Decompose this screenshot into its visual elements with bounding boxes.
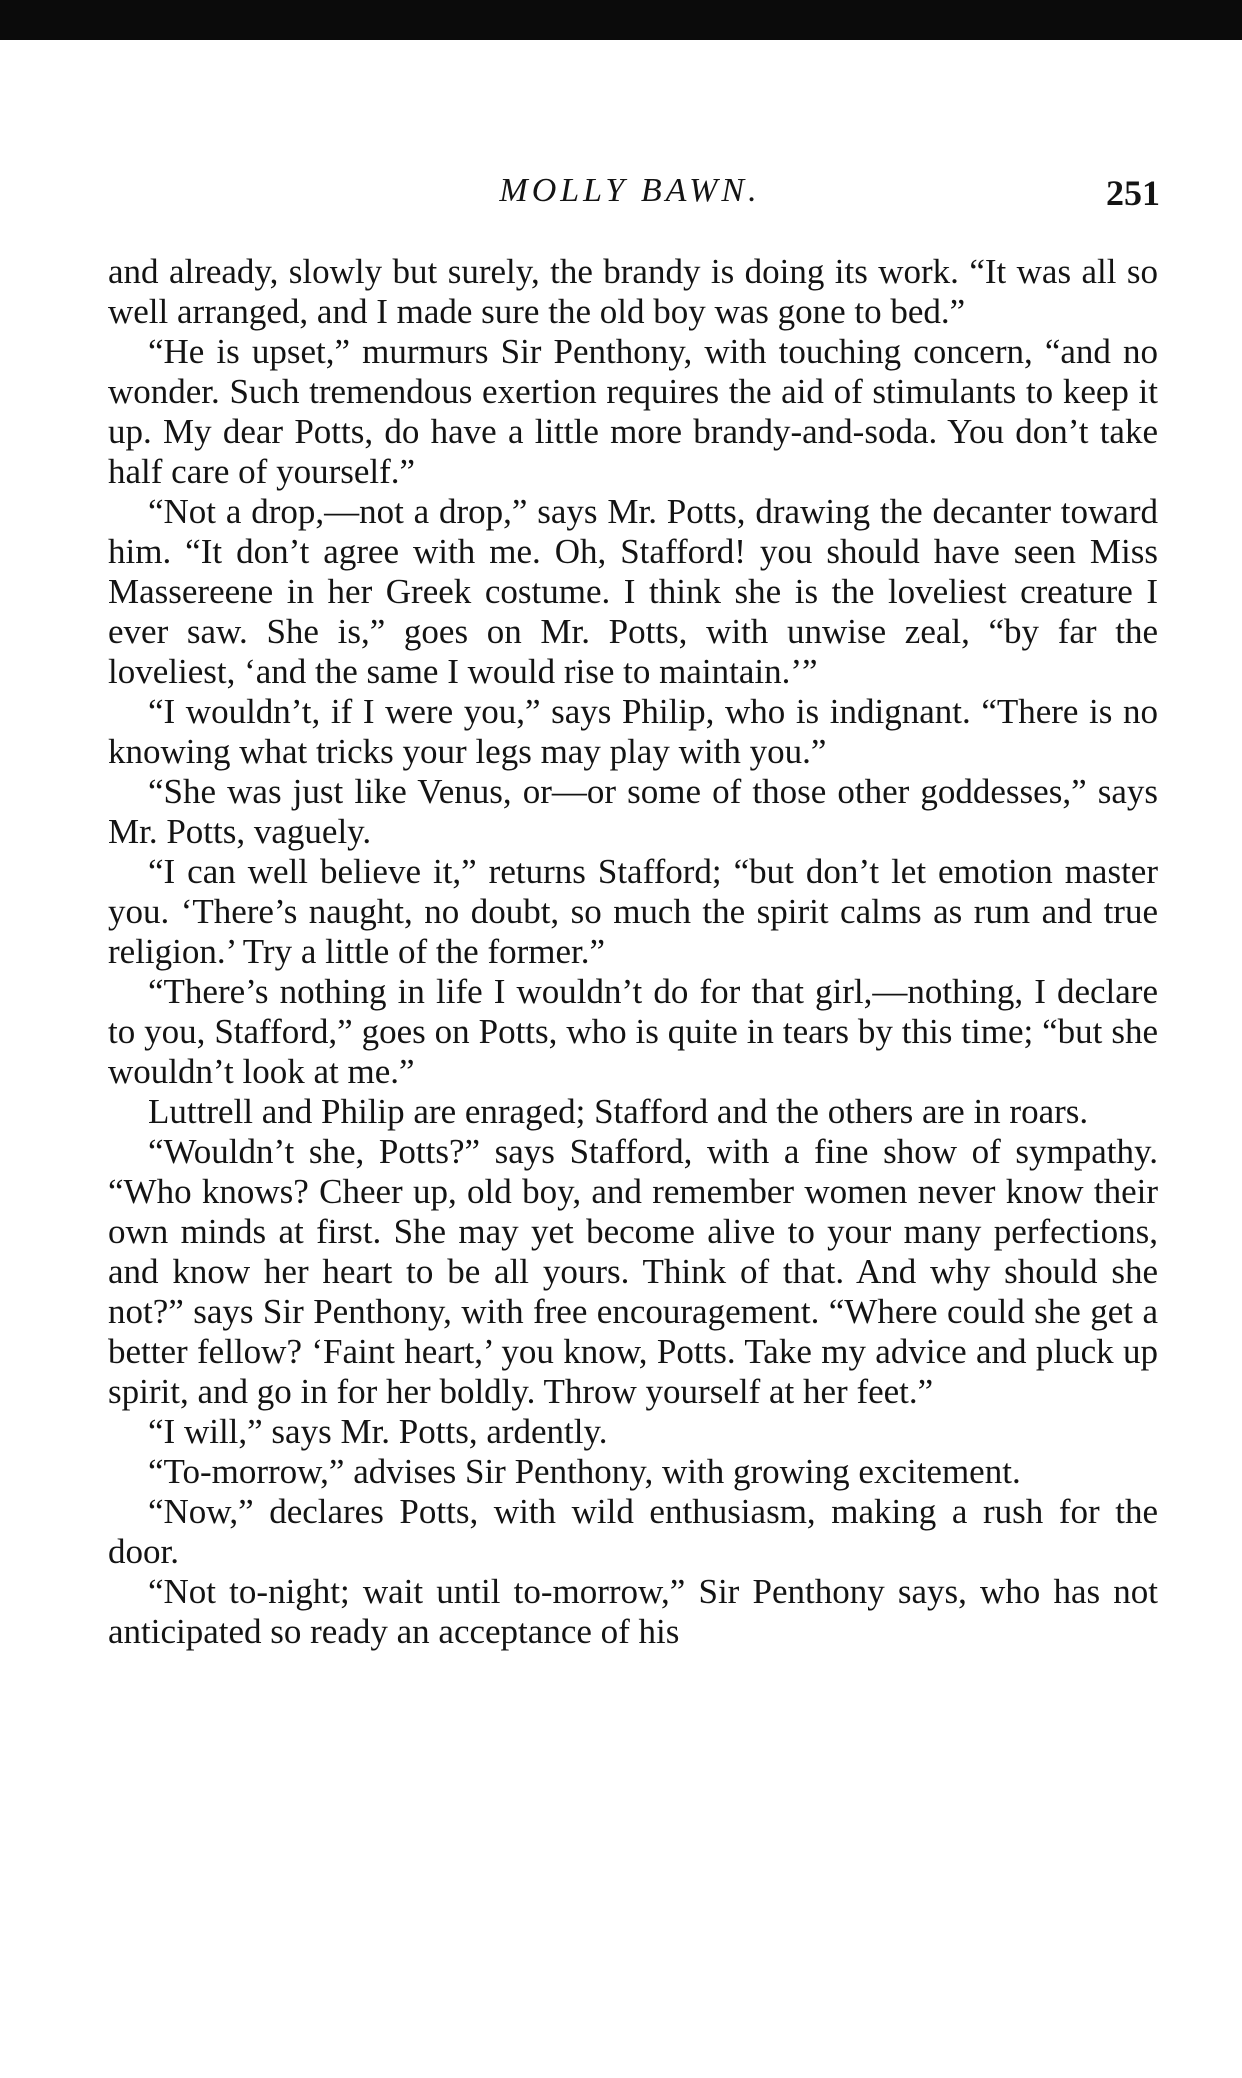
paragraph: “To-morrow,” advises Sir Penthony, with growing excitement. — [148, 1452, 1021, 1491]
paragraph: “Not to-night; wait until to-morrow,” Sir Penthony says, who has not anticipated so ready an acceptance of his — [108, 1572, 1158, 1651]
paragraph: “I will,” says Mr. Potts, ardently. — [148, 1412, 608, 1451]
paragraph: “Wouldn’t she, Potts?” says Stafford, with a fine show of sympathy. “Who knows? Cheer up, old boy, and remember women never know their own minds at first. She may yet become alive to your many perfections, and know her heart to be all yours. Think of that. And why should she not?” says Sir Penthony, with free encouragement. “Where could she get a better fellow? ‘Faint heart,’ you know, Potts. Take my advice and pluck up spirit, and go in for her boldly. Throw yourself at her feet.” — [108, 1132, 1158, 1411]
paragraph: “There’s nothing in life I wouldn’t do for that girl,—nothing, I declare to you, Stafford,” goes on Potts, who is quite in tears by this time; “but she wouldn’t look at me.” — [108, 972, 1158, 1091]
paragraph: “Now,” declares Potts, with wild enthusiasm, making a rush for the door. — [108, 1492, 1158, 1571]
paragraph: “I wouldn’t, if I were you,” says Philip, who is indignant. “There is no knowing what tricks your legs may play with you.” — [108, 692, 1158, 771]
page-number: 251 — [1106, 173, 1160, 213]
scan-top-border — [0, 0, 1242, 40]
body-text — [108, 252, 1158, 1652]
paragraph: “She was just like Venus, or—or some of those other goddesses,” says Mr. Potts, vaguely. — [108, 772, 1158, 851]
paragraph: and already, slowly but surely, the brandy is doing its work. “It was all so well arranged, and I made sure the old boy was gone to bed.” — [108, 252, 1158, 331]
running-title: MOLLY BAWN. — [499, 172, 761, 209]
paragraph: Luttrell and Philip are enraged; Stafford and the others are in roars. — [148, 1092, 1089, 1131]
paragraph: “I can well believe it,” returns Stafford; “but don’t let emotion master you. ‘There’s naught, no doubt, so much the spirit calms as rum and true religion.’ Try a little of the former.” — [108, 852, 1158, 971]
paragraph: “He is upset,” murmurs Sir Penthony, with touching concern, “and no wonder. Such tremendous exertion requires the aid of stimulants to keep it up. My dear Potts, do have a little more brandy-and-soda. You don’t take half care of yourself.” — [108, 332, 1158, 491]
running-head — [100, 172, 1160, 222]
paragraph: “Not a drop,—not a drop,” says Mr. Potts, drawing the decanter toward him. “It don’t agree with me. Oh, Stafford! you should have seen Miss Massereene in her Greek costume. I think she is the loveliest creature I ever saw. She is,” goes on Mr. Potts, with unwise zeal, “by far the loveliest, ‘and the same I would rise to maintain.’” — [108, 492, 1158, 691]
